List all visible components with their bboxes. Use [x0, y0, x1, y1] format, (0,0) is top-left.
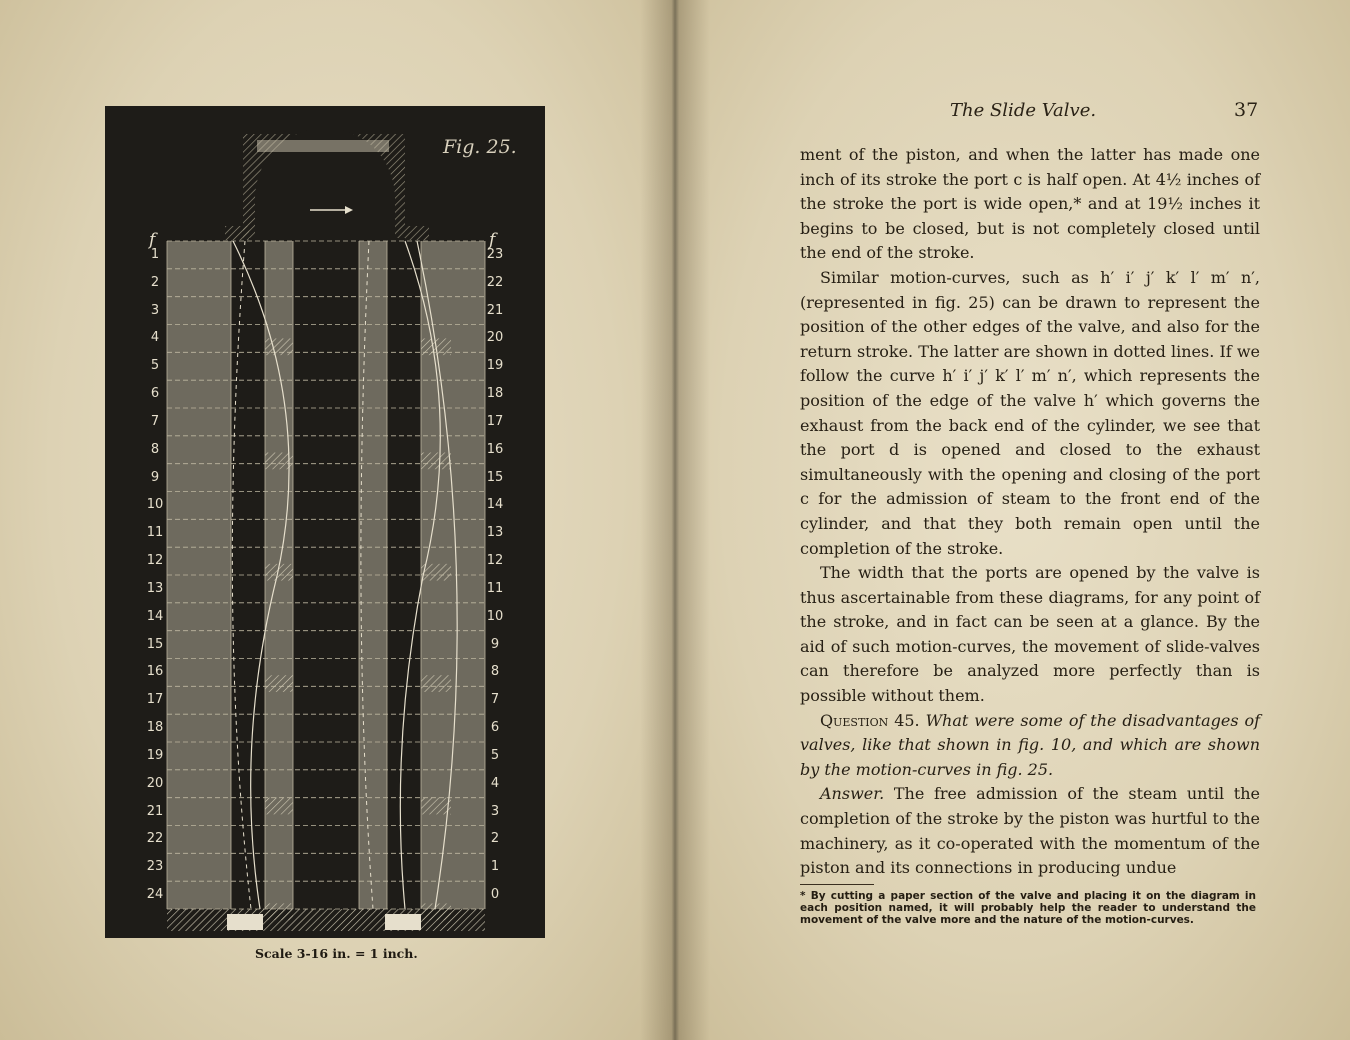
question-45	[800, 709, 1260, 783]
left-page	[0, 0, 672, 1040]
gutter-shadow	[640, 0, 710, 1040]
right-axis-number: 0	[490, 887, 500, 903]
page-number: 37	[1234, 99, 1259, 121]
left-axis-number: 12	[146, 553, 164, 569]
port-opening-marker	[265, 798, 293, 815]
figure-label: Fig. 25.	[443, 136, 517, 158]
right-axis-number: 20	[486, 330, 504, 346]
right-axis-number: 17	[486, 413, 504, 429]
running-head: The Slide Valve.	[950, 100, 1097, 121]
left-axis-number: 4	[150, 330, 160, 346]
left-axis-number: 15	[146, 636, 164, 652]
body-text	[800, 143, 1260, 881]
left-axis-number: 6	[150, 386, 160, 402]
right-axis-number: 12	[486, 553, 504, 569]
left-axis-number: 11	[146, 525, 164, 541]
right-axis-number: 21	[486, 302, 504, 318]
right-axis-number: 5	[490, 747, 500, 763]
right-axis-number: 19	[486, 358, 504, 374]
answer-label: Answer.	[820, 784, 885, 804]
left-axis-number: 22	[146, 831, 164, 847]
right-axis-number: 10	[486, 608, 504, 624]
footnote-rule	[800, 884, 874, 885]
left-axis-number: 19	[146, 747, 164, 763]
left-axis-number: 9	[150, 469, 160, 485]
right-axis-number: 4	[490, 775, 500, 791]
question-text: What were some of the disadvantages of valves, like that shown in fig. 10, and which are shown by the motion-curves in fig. 25.	[800, 710, 1261, 779]
left-axis-number: 5	[150, 358, 160, 374]
left-axis-number: 17	[146, 692, 164, 708]
right-axis-number: 23	[486, 246, 504, 262]
axis-head-right: f	[489, 230, 496, 250]
right-axis-number: 7	[490, 692, 500, 708]
right-axis-number: 6	[490, 720, 500, 736]
answer-text: The free admission of the steam until the completion of the stroke by the piston was hurtful to the machinery, as it co-operated with the momentum of the piston and its connections in producing undue	[800, 784, 1260, 878]
paragraph-1: ment of the piston, and when the latter has made one inch of its stroke the port c is half open. At 4½ inches of the stroke the port is wide open,* and at 19½ inches it begins to be closed, but is not completely closed until the end of the stroke.	[800, 145, 1260, 263]
right-axis-number: 11	[486, 580, 504, 596]
left-axis-number: 24	[146, 887, 164, 903]
left-axis-number: 16	[146, 664, 164, 680]
answer	[800, 782, 1260, 880]
left-axis-number: 8	[150, 441, 160, 457]
port-opening-marker	[421, 675, 451, 692]
right-axis-number: 9	[490, 636, 500, 652]
right-axis-number: 8	[490, 664, 500, 680]
figure-25	[105, 106, 545, 938]
left-axis-number: 2	[150, 274, 160, 290]
left-axis-number: 7	[150, 413, 160, 429]
paragraph-2: Similar motion-curves, such as h′ i′ j′ k′ l′ m′ n′, (represented in fig. 25) can be drawn to represent the position of the other edges of the valve, and also for the return stroke. The latter are shown in dotted lines. If we follow the curve h′ i′ j′ k′ l′ m′ n′, which represents the position of the edge of the valve h′ which governs the exhaust from the back end of the cylinder, we see that the port d is opened and closed to the exhaust simultaneously with the opening and closing of the port c for the admission of steam to the front end of the cylinder, and that they both remain open until the completion of the stroke.	[800, 267, 1260, 558]
left-axis-number: 1	[150, 246, 160, 262]
right-axis-number: 13	[486, 525, 504, 541]
right-axis-number: 2	[490, 831, 500, 847]
left-axis-number: 21	[146, 803, 164, 819]
question-label: Question 45.	[820, 710, 920, 730]
left-axis-number: 23	[146, 859, 164, 875]
left-axis-number: 20	[146, 775, 164, 791]
left-axis-number: 10	[146, 497, 164, 513]
port-opening-marker	[265, 338, 293, 355]
left-axis-number: 3	[150, 302, 160, 318]
right-axis-number: 1	[490, 859, 500, 875]
figure-caption: Scale 3-16 in. = 1 inch.	[255, 946, 418, 961]
right-axis-number: 16	[486, 441, 504, 457]
port-opening-marker	[421, 453, 451, 470]
port-opening-marker	[265, 675, 293, 692]
right-axis-number: 15	[486, 469, 504, 485]
right-axis-number: 18	[486, 386, 504, 402]
bottom-plate	[167, 909, 485, 931]
right-axis-number: 3	[490, 803, 500, 819]
left-axis-number: 13	[146, 580, 164, 596]
footnote: * By cutting a paper section of the valve and placing it on the diagram in each position named, it will probably help the reader to understand the movement of the valve more and the nature of the motion-curves.	[800, 890, 1256, 926]
paragraph-3: The width that the ports are opened by the valve is thus ascertainable from these diagrams, for any point of the stroke, and in fact can be seen at a glance. By the aid of such motion-curves, the movement of slide-valves can therefore be analyzed more perfectly than is possible without them.	[800, 563, 1260, 706]
right-page	[672, 0, 1350, 1040]
left-axis-number: 18	[146, 720, 164, 736]
axis-head-left: f	[149, 230, 156, 250]
port-opening-marker	[421, 798, 451, 815]
left-axis-number: 14	[146, 608, 164, 624]
right-axis-number: 14	[486, 497, 504, 513]
right-axis-number: 22	[486, 274, 504, 290]
